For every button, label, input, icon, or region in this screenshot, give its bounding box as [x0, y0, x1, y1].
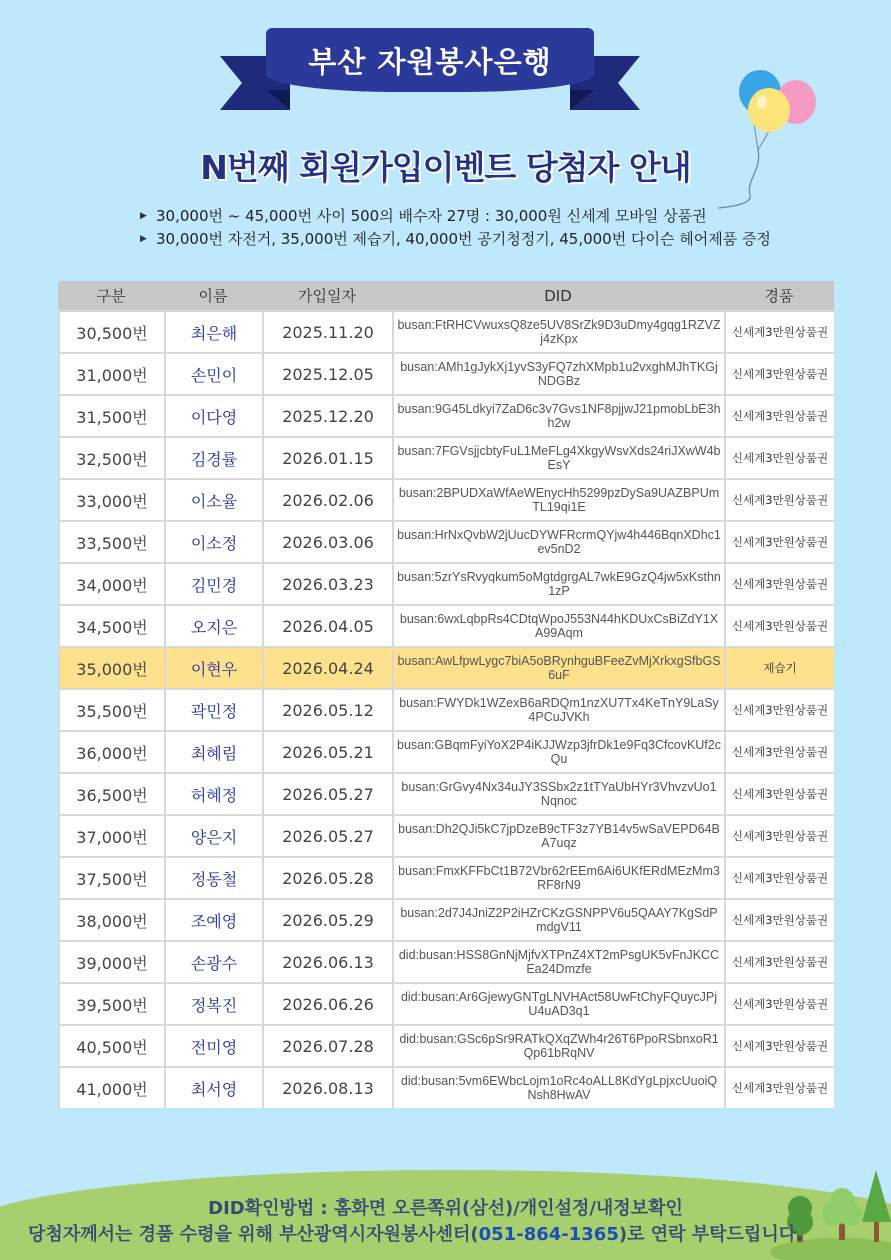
did-check-instructions: DID확인방법 : 홈화면 오른쪽위(삼선)/개인설정/내정보확인: [208, 1198, 683, 1219]
footer-notice: [0, 1194, 891, 1246]
cell-category: 33,000번: [58, 478, 164, 520]
cell-join-date: 2026.03.06: [262, 520, 392, 562]
cell-category: 30,500번: [58, 310, 164, 352]
event-description: [140, 204, 780, 250]
cell-category: 37,000번: [58, 814, 164, 856]
contact-notice: [0, 1220, 891, 1246]
cell-join-date: 2026.06.26: [262, 982, 392, 1024]
cell-prize: 제습기: [724, 646, 834, 688]
banner-title: 부산 자원봉사은행: [266, 28, 594, 92]
cell-did: busan:9G45Ldkyi7ZaD6c3v7Gvs1NF8pjjwJ21pmobLbE3hh2w: [392, 394, 724, 436]
bullet-text: 30,000번 ~ 45,000번 사이 500의 배수자 27명 : 30,000원 신세계 모바일 상품권: [156, 207, 707, 225]
table-row: [58, 982, 834, 1024]
cell-category: 36,500번: [58, 772, 164, 814]
cell-did: busan:HrNxQvbW2jUucDYWFRcrmQYjw4h446BqnXDhc1ev5nD2: [392, 520, 724, 562]
cell-category: 38,000번: [58, 898, 164, 940]
table-row: [58, 730, 834, 772]
header-category: 구분: [58, 281, 164, 310]
table-row: [58, 520, 834, 562]
header-join-date: 가입일자: [262, 281, 392, 310]
cell-name: 최은해: [164, 310, 262, 352]
cell-prize: 신세계3만원상품권: [724, 352, 834, 394]
cell-name: 곽민정: [164, 688, 262, 730]
cell-prize: 신세계3만원상품권: [724, 688, 834, 730]
cell-prize: 신세계3만원상품권: [724, 730, 834, 772]
cell-join-date: 2026.05.29: [262, 898, 392, 940]
cell-did: busan:FtRHCVwuxsQ8ze5UV8SrZk9D3uDmy4gqg1RZVZj4zKpx: [392, 310, 724, 352]
cell-did: busan:AwLfpwLygc7biA5oBRynhguBFeeZvMjXrkxgSfbGS6uF: [392, 646, 724, 688]
cell-name: 김민경: [164, 562, 262, 604]
cell-join-date: 2026.05.27: [262, 814, 392, 856]
table-body: [58, 310, 834, 1108]
cell-did: did:busan:5vm6EWbcLojm1oRc4oALL8KdYgLpjxcUuoiQNsh8HwAV: [392, 1066, 724, 1108]
bullet-item: [140, 204, 780, 227]
cell-prize: 신세계3만원상품권: [724, 982, 834, 1024]
cell-did: busan:FWYDk1WZexB6aRDQm1nzXU7Tx4KeTnY9LaSy4PCuJVKh: [392, 688, 724, 730]
cell-prize: 신세계3만원상품권: [724, 394, 834, 436]
cell-did: busan:FmxKFFbCt1B72Vbr62rEEm6Ai6UKfERdMEzMm3RF8rN9: [392, 856, 724, 898]
cell-name: 정복진: [164, 982, 262, 1024]
table-row: [58, 940, 834, 982]
cell-join-date: 2026.06.13: [262, 940, 392, 982]
bullet-item: [140, 227, 780, 250]
cell-join-date: 2026.08.13: [262, 1066, 392, 1108]
bullet-text: 30,000번 자전거, 35,000번 제습기, 40,000번 공기청정기, 45,000번 다이슨 헤어제품 증정: [156, 230, 771, 248]
cell-category: 35,500번: [58, 688, 164, 730]
cell-name: 이다영: [164, 394, 262, 436]
header-did: DID: [392, 281, 724, 310]
cell-name: 김경률: [164, 436, 262, 478]
table-row: [58, 394, 834, 436]
cell-category: 41,000번: [58, 1066, 164, 1108]
cell-name: 허혜정: [164, 772, 262, 814]
contact-text-before: 당첨자께서는 경품 수령을 위해 부산광역시자원봉사센터(: [28, 1224, 479, 1245]
cell-did: did:busan:Ar6GjewyGNTgLNVHAct58UwFtChyFQuycJPjU4uAD3q1: [392, 982, 724, 1024]
cell-did: busan:2d7J4JniZ2P2iHZrCKzGSNPPV6u5QAAY7KgSdPmdgV11: [392, 898, 724, 940]
table-row: [58, 898, 834, 940]
table-row: [58, 1066, 834, 1108]
cell-prize: 신세계3만원상품권: [724, 478, 834, 520]
winners-table-container: [58, 281, 834, 1108]
cell-did: busan:6wxLqbpRs4CDtqWpoJ553N44hKDUxCsBiZdY1XA99Aqm: [392, 604, 724, 646]
cell-category: 40,500번: [58, 1024, 164, 1066]
table-row: [58, 856, 834, 898]
triangle-bullet-icon: ▶: [140, 210, 147, 221]
cell-prize: 신세계3만원상품권: [724, 520, 834, 562]
cell-join-date: 2026.03.23: [262, 562, 392, 604]
cell-join-date: 2026.01.15: [262, 436, 392, 478]
cell-join-date: 2026.02.06: [262, 478, 392, 520]
table-row: [58, 814, 834, 856]
title-ribbon: [220, 18, 640, 118]
page-title: N번째 회원가입이벤트 당첨자 안내: [200, 148, 691, 187]
cell-prize: 신세계3만원상품권: [724, 856, 834, 898]
cell-join-date: 2025.11.20: [262, 310, 392, 352]
cell-join-date: 2025.12.05: [262, 352, 392, 394]
contact-text-after: )로 연락 부탁드립니다.: [618, 1224, 803, 1245]
cell-name: 전미영: [164, 1024, 262, 1066]
table-row: [58, 310, 834, 352]
cell-prize: 신세계3만원상품권: [724, 814, 834, 856]
cell-name: 손광수: [164, 940, 262, 982]
cell-category: 35,000번: [58, 646, 164, 688]
cell-did: busan:Dh2QJi5kC7jpDzeB9cTF3z7YB14v5wSaVEPD64BA7uqz: [392, 814, 724, 856]
table-row: [58, 1024, 834, 1066]
cell-prize: 신세계3만원상품권: [724, 1066, 834, 1108]
cell-prize: 신세계3만원상품권: [724, 562, 834, 604]
cell-name: 이소율: [164, 478, 262, 520]
header-prize: 경품: [724, 281, 834, 310]
table-header-row: [58, 281, 834, 310]
winners-table: [58, 281, 834, 1108]
contact-phone: 051-864-1365: [478, 1224, 619, 1245]
cell-prize: 신세계3만원상품권: [724, 1024, 834, 1066]
cell-did: busan:AMh1gJykXj1yvS3yFQ7zhXMpb1u2vxghMJhTKGjNDGBz: [392, 352, 724, 394]
table-row: [58, 436, 834, 478]
table-row: [58, 562, 834, 604]
cell-did: did:busan:GSc6pSr9RATkQXqZWh4r26T6PpoRSbnxoR1Qp61bRqNV: [392, 1024, 724, 1066]
cell-name: 이소정: [164, 520, 262, 562]
table-row: [58, 772, 834, 814]
table-row: [58, 604, 834, 646]
cell-did: busan:7FGVsjjcbtyFuL1MeFLg4XkgyWsvXds24riJXwW4bEsY: [392, 436, 724, 478]
cell-name: 정동철: [164, 856, 262, 898]
cell-category: 31,000번: [58, 352, 164, 394]
cell-category: 37,500번: [58, 856, 164, 898]
table-row: [58, 352, 834, 394]
cell-name: 최혜림: [164, 730, 262, 772]
cell-category: 33,500번: [58, 520, 164, 562]
cell-name: 양은지: [164, 814, 262, 856]
cell-prize: 신세계3만원상품권: [724, 310, 834, 352]
header-name: 이름: [164, 281, 262, 310]
cell-name: 최서영: [164, 1066, 262, 1108]
cell-category: 34,000번: [58, 562, 164, 604]
cell-name: 오지은: [164, 604, 262, 646]
cell-name: 손민이: [164, 352, 262, 394]
cell-prize: 신세계3만원상품권: [724, 772, 834, 814]
cell-join-date: 2026.07.28: [262, 1024, 392, 1066]
table-row: [58, 688, 834, 730]
cell-did: busan:2BPUDXaWfAeWEnycHh5299pzDySa9UAZBPUmTL19qi1E: [392, 478, 724, 520]
triangle-bullet-icon: ▶: [140, 233, 147, 244]
cell-join-date: 2026.05.21: [262, 730, 392, 772]
cell-category: 32,500번: [58, 436, 164, 478]
cell-name: 조예영: [164, 898, 262, 940]
cell-category: 39,000번: [58, 940, 164, 982]
cell-category: 34,500번: [58, 604, 164, 646]
cell-prize: 신세계3만원상품권: [724, 940, 834, 982]
cell-prize: 신세계3만원상품권: [724, 898, 834, 940]
cell-category: 31,500번: [58, 394, 164, 436]
cell-join-date: 2025.12.20: [262, 394, 392, 436]
cell-category: 36,000번: [58, 730, 164, 772]
cell-join-date: 2026.04.24: [262, 646, 392, 688]
table-row: [58, 646, 834, 688]
cell-prize: 신세계3만원상품권: [724, 604, 834, 646]
table-row: [58, 478, 834, 520]
cell-category: 39,500번: [58, 982, 164, 1024]
cell-did: did:busan:HSS8GnNjMjfvXTPnZ4XT2mPsgUK5vFnJKCCEa24Dmzfe: [392, 940, 724, 982]
cell-join-date: 2026.05.27: [262, 772, 392, 814]
cell-prize: 신세계3만원상품권: [724, 436, 834, 478]
cell-did: busan:GrGvy4Nx34uJY3SSbx2z1tTYaUbHYr3VhvzvUo1Nqnoc: [392, 772, 724, 814]
cell-join-date: 2026.05.28: [262, 856, 392, 898]
cell-name: 이현우: [164, 646, 262, 688]
cell-join-date: 2026.04.05: [262, 604, 392, 646]
cell-join-date: 2026.05.12: [262, 688, 392, 730]
cell-did: busan:GBqmFyiYoX2P4iKJJWzp3jfrDk1e9Fq3CfcovKUf2cQu: [392, 730, 724, 772]
cell-did: busan:5zrYsRvyqkum5oMgtdgrgAL7wkE9GzQ4jw5xKsthn1zP: [392, 562, 724, 604]
